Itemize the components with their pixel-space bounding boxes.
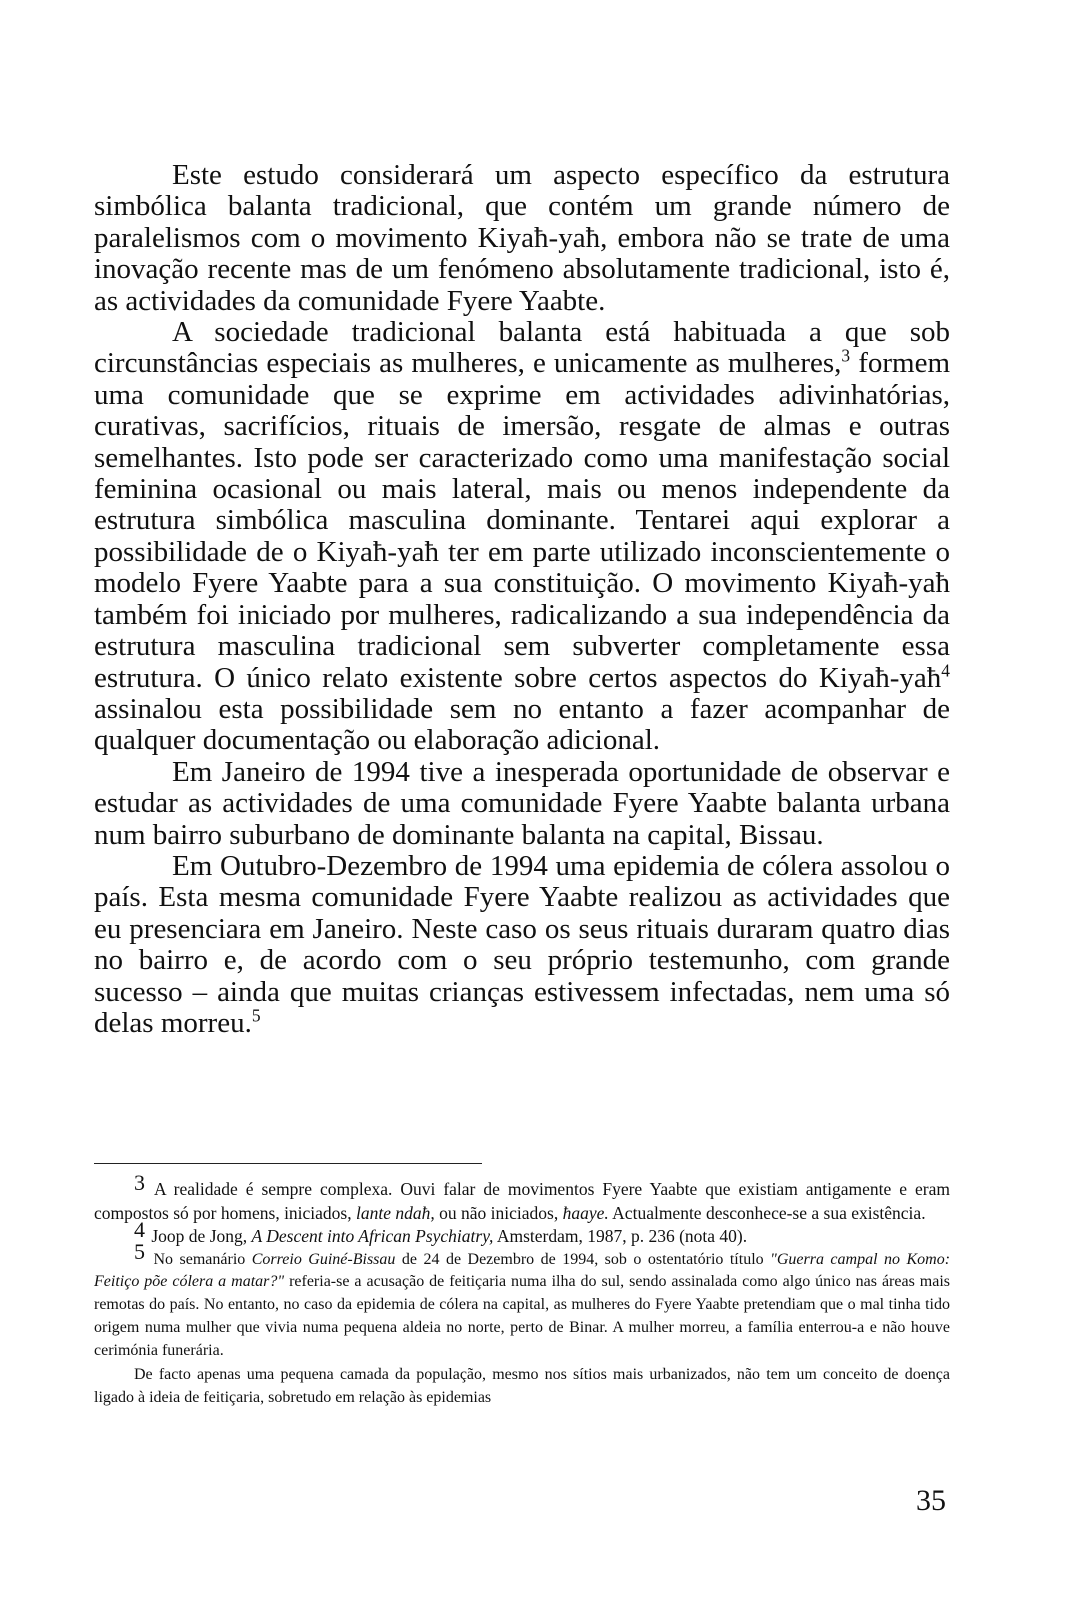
footnote-5-text-b: de 24 de Dezembro de 1994, sob o ostentatório título <box>401 1250 764 1268</box>
note-ref-3: 3 <box>841 345 851 366</box>
footnote-3-text-c: Actualmente desconhece-se a sua existência. <box>612 1202 926 1223</box>
footnote-4-text-a: Joop de Jong, <box>151 1226 248 1246</box>
footnote-5-italic-b: "Guerra campal no Komo: Feitiço põe cólera a matar?" <box>94 1250 951 1291</box>
footnote-3-text-a: A realidade é sempre complexa. Ouvi falar de movimentos Fyere Yaabte que existiam antigamente e eram compostos só por homens, iniciados, <box>94 1179 950 1223</box>
footnote-5 <box>94 1238 951 1363</box>
footnote-3-text-b: ou não iniciados, <box>439 1202 559 1223</box>
footnote-5-mark: 5 <box>134 1238 145 1264</box>
main-text <box>94 160 950 1039</box>
footnotes <box>94 1170 951 1410</box>
paragraph-2-part-3: assinalou esta possibilidade sem no entanto a fazer acompanhar de qualquer documentação ou elaboração adicional. <box>94 692 950 757</box>
footnote-5-text-c: referia-se a acusação de feitiçaria numa ilha do sul, sendo assinalada como algo único nas áreas mais remotas do país. No entanto, no caso da epidemia de cólera na capital, as mulheres do Fyere Yaabte pretendiam que o mal tinha tido origem numa mulher que vivia numa pequena aldeia no norte, perto de Binar. A mulher morreu, a família enterrou-a e não houve cerimónia funerária. <box>94 1273 950 1359</box>
footnote-4-mark: 4 <box>134 1217 145 1242</box>
footnote-5-text-a: No semanário <box>153 1250 246 1268</box>
paragraph-4 <box>94 851 950 1039</box>
footnote-3-mark: 3 <box>134 1170 145 1195</box>
footnote-3-italic-b: ħaaye. <box>562 1202 609 1223</box>
paragraph-2-part-1: A sociedade tradicional balanta está habituada a que sob circunstâncias especiais as mulheres, e unicamente as mulheres, <box>94 316 950 380</box>
paragraph-2-part-2: formem uma comunidade que se exprime em actividades adivinhatórias, curativas, sacrifícios, rituais de imersão, resgate de almas e outras semelhantes. Isto pode ser caracterizado como uma manifestação social feminina ocasional ou mais lateral, mais ou menos independente da estrutura simbólica masculina dominante. Tentarei aqui explorar a possibilidade de o Kiyaħ-yaħ ter em parte utilizado inconscientemente o modelo Fyere Yaabte para a sua constituição. O movimento Kiyaħ-yaħ também foi iniciado por mulheres, radicalizando a sua independência da estrutura masculina tradicional sem subverter completamente essa estrutura. O único relato existente sobre certos aspectos do Kiyaħ-yaħ <box>94 347 951 694</box>
footnote-4 <box>94 1217 950 1249</box>
footnote-5-continued: De facto apenas uma pequena camada da população, mesmo nos sítios mais urbanizados, não tem um conceito de doença ligado à ideia de feitiçaria, sobretudo em relação às epidemias <box>94 1366 950 1407</box>
footnote-4-text-b: Amsterdam, 1987, p. 236 (nota 40). <box>496 1226 748 1246</box>
footnote-3 <box>94 1170 950 1225</box>
paragraph-4-text: Em Outubro-Dezembro de 1994 uma epidemia de cólera assolou o país. Esta mesma comunidade Fyere Yaabte realizou as actividades que eu presenciara em Janeiro. Neste caso os seus rituais duraram quatro dias no bairro e, de acordo com o seu próprio testemunho, com grande sucesso – ainda que muitas crianças estivessem infectadas, nem uma só delas morreu. <box>94 849 950 1039</box>
note-ref-4: 4 <box>941 659 950 680</box>
footnote-separator <box>94 1163 482 1164</box>
note-ref-5: 5 <box>251 1005 261 1026</box>
page-number: 35 <box>916 1484 946 1517</box>
footnote-4-italic-a: A Descent into African Psychiatry, <box>251 1226 494 1246</box>
footnote-5-italic-a: Correio Guiné-Bissau <box>251 1250 396 1268</box>
footnote-3-italic-a: lante ndaħ, <box>356 1202 435 1223</box>
paragraph-3: Em Janeiro de 1994 tive a inesperada oportunidade de observar e estudar as actividades de uma comunidade Fyere Yaabte balanta urbana num bairro suburbano de dominante balanta na capital, Bissau. <box>94 755 950 851</box>
paragraph-2 <box>94 317 950 757</box>
paragraph-1: Este estudo considerará um aspecto específico da estrutura simbólica balanta tradicional, que contém um grande número de paralelismos com o movimento Kiyaħ-yaħ, embora não se trate de uma inovação recente mas de um fenómeno absolutamente tradicional, isto é, as actividades da comunidade Fyere Yaabte. <box>94 159 950 317</box>
